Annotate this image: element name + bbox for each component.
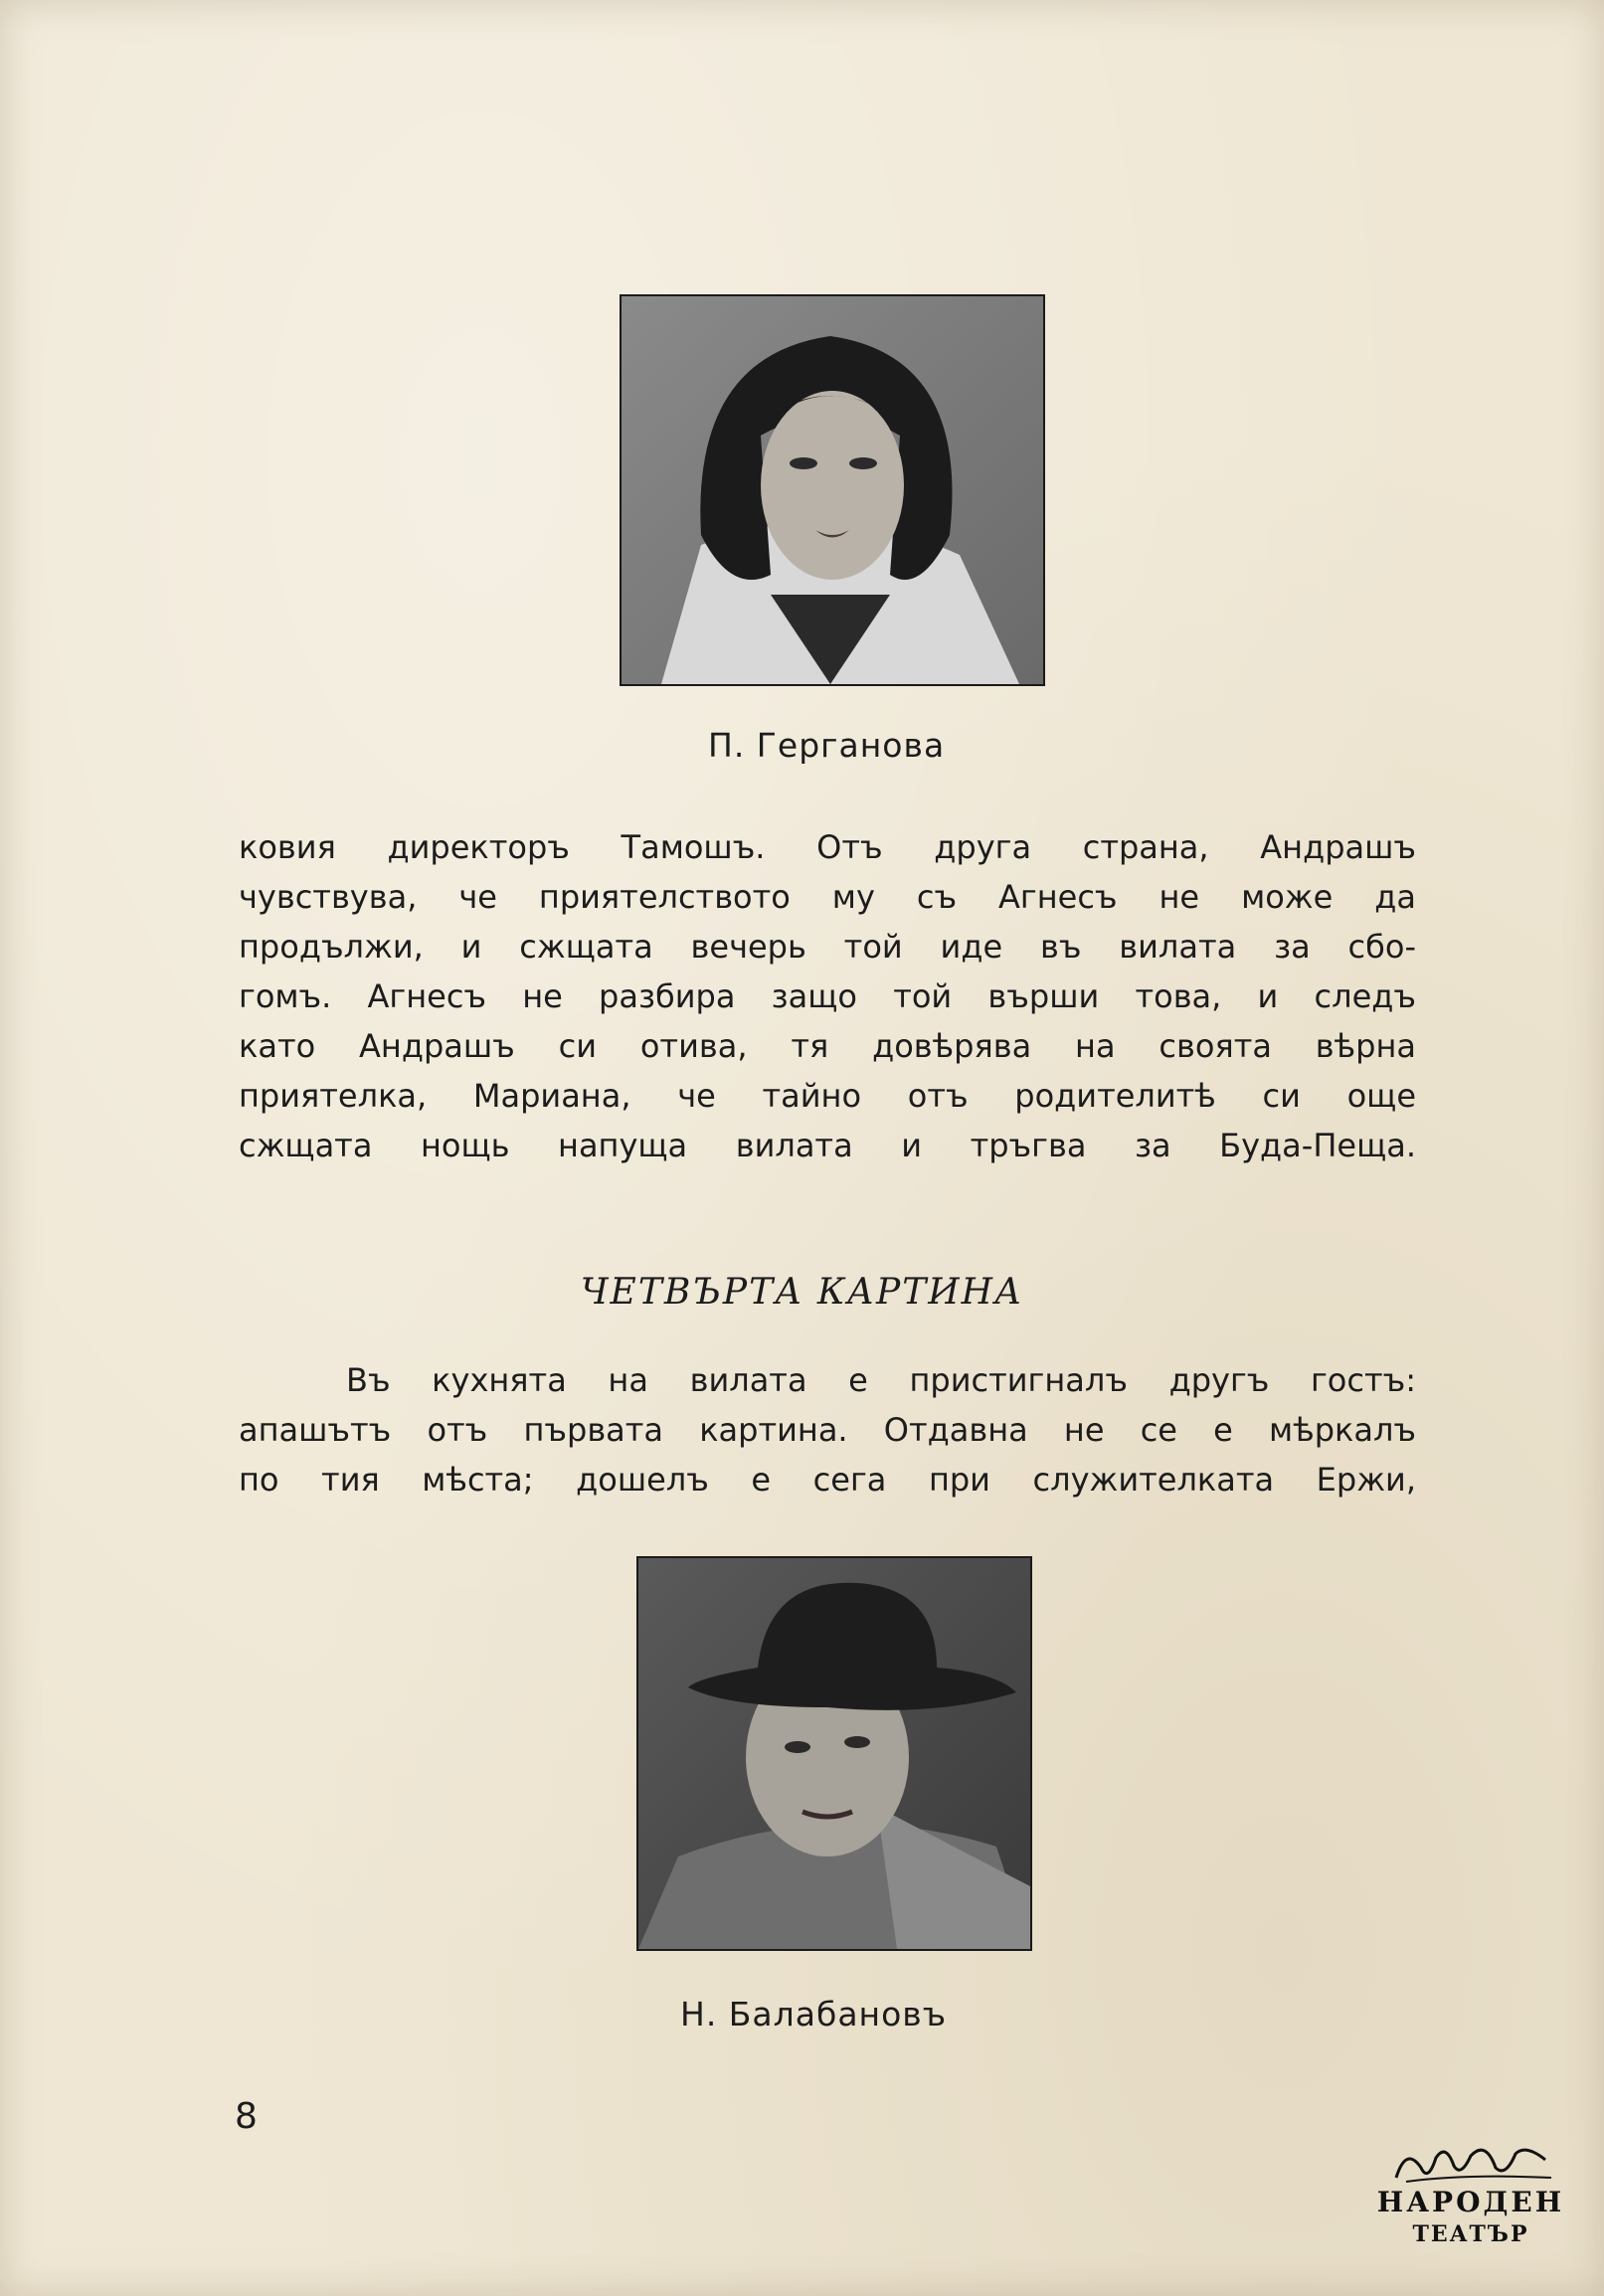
- photo-caption-gerganova: П. Герганова: [708, 726, 946, 765]
- page-number: 8: [235, 2096, 258, 2137]
- paragraph-1-line-4: гомъ. Агнесъ не разбира защо той върши това, и следъ: [239, 977, 1416, 1015]
- paragraph-1-line-1: ковия директоръ Тамошъ. Отъ друга страна, Андрашъ: [239, 828, 1416, 866]
- paragraph-2: [239, 1355, 1416, 1504]
- paragraph-2-line-3: по тия мѣста; дошелъ е сега при служителката Ержи,: [239, 1461, 1416, 1499]
- man-portrait-illustration: [638, 1558, 1030, 1949]
- portrait-photo-balabanov: [636, 1556, 1032, 1951]
- section-heading: ЧЕТВЪРТА КАРТИНА: [580, 1272, 1024, 1313]
- stamp-text-line-2: ТЕАТЪР: [1412, 2221, 1529, 2247]
- woman-portrait-illustration: [622, 296, 1043, 684]
- paragraph-1-line-5: като Андрашъ си отива, тя довѣрява на своята вѣрна: [239, 1027, 1416, 1065]
- theatre-stamp: [1376, 2138, 1565, 2257]
- paragraph-1-line-6: приятелка, Мариана, че тайно отъ родителитѣ си още: [239, 1077, 1416, 1115]
- paragraph-2-line-1: Въ кухнята на вилата е пристигналъ другъ гостъ:: [346, 1361, 1416, 1399]
- paragraph-2-line-2: апашътъ отъ първата картина. Отдавна не се е мѣркалъ: [239, 1411, 1416, 1449]
- paragraph-1: [239, 822, 1416, 1170]
- paragraph-1-line-7: сжщата нощь напуща вилата и тръгва за Буда-Пеща.: [239, 1127, 1416, 1164]
- paragraph-1-line-3: продължи, и сжщата вечерь той иде въ вилата за сбо-: [239, 928, 1416, 966]
- stamp-text-line-1: НАРОДЕН: [1376, 2186, 1565, 2218]
- paragraph-1-line-2: чувствува, че приятелството му съ Агнесъ не може да: [239, 878, 1416, 916]
- photo-caption-balabanov: Н. Балабановъ: [680, 1995, 948, 2033]
- portrait-photo-gerganova: [620, 294, 1045, 686]
